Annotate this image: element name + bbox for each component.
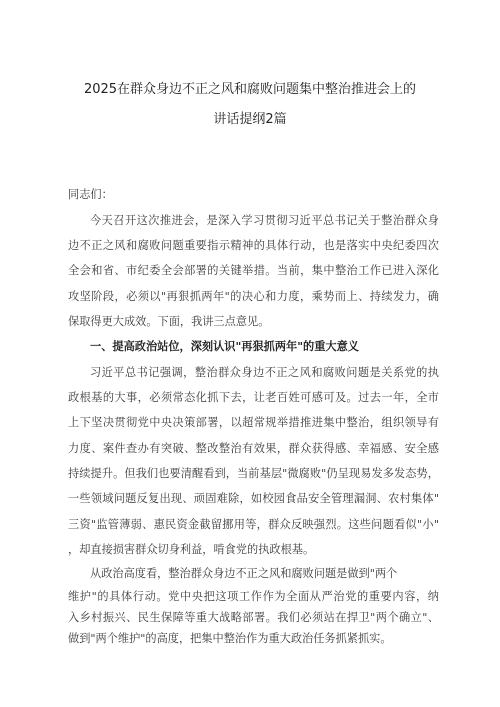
- paragraph-2-line: 上下坚决贯彻党中央决策部署，以超常规举措推进集中整治，组织领导有: [68, 416, 439, 429]
- paragraph-3-line: 做到"两个维护"的高度，把集中整治作为重大政治任务抓紧抓实。: [68, 632, 392, 645]
- paragraph-2-line: 力度、案件查办有突破、整改整治有效果，群众获得感、幸福感、安全感: [68, 442, 439, 455]
- paragraph-3-line: 从政治高度看，整治群众身边不正之风和腐败问题是做到"两个: [90, 567, 398, 580]
- paragraph-1-line: 全会和省、市纪委全会部署的关键举措。当前，集中整治工作已进入深化: [68, 264, 439, 277]
- paragraph-1-line: 攻坚阶段，必须以"再狠抓两年"的决心和力度，乘势而上、持续发力，确: [68, 290, 439, 303]
- document-title-line-1: 2025在群众身边不正之风和腐败问题集中整治推进会上的: [83, 82, 417, 97]
- paragraph-1-line: 今天召开这次推进会，是深入学习贯彻习近平总书记关于整治群众身: [90, 214, 439, 227]
- salutation: 同志们：: [68, 188, 113, 201]
- document-title-line-2: 讲话提纲2篇: [213, 112, 287, 127]
- paragraph-1-line: 边不正之风和腐败问题重要指示精神的具体行动，也是落实中央纪委四次: [68, 239, 439, 252]
- paragraph-2-line: 持续提升。但我们也要清醒看到，当前基层"微腐败"仍呈现易发多发态势，: [68, 467, 439, 480]
- paragraph-2-line: ，却直接损害群众切身利益，啃食党的执政根基。: [68, 543, 315, 556]
- paragraph-3-line: 维护"的具体行动。党中央把这项工作作为全面从严治党的重要内容，纳: [68, 590, 439, 603]
- paragraph-3-line: 入乡村振兴、民生保障等重大战略部署。我们必须站在捍卫"两个确立"、: [68, 611, 439, 624]
- paragraph-2-line: 一些领域问题反复出现、顽固难除，如校园食品安全管理漏洞、农村集体": [68, 492, 439, 505]
- paragraph-2-line: 三资"监管薄弱、惠民资金截留挪用等，群众反映强烈。这些问题看似"小": [68, 518, 439, 531]
- paragraph-1-line: 保取得更大成效。下面，我讲三点意见。: [68, 315, 270, 328]
- paragraph-2-line: 政根基的大事，必须常态化抓下去，让老百姓可感可及。过去一年，全市: [68, 391, 439, 404]
- section-1-heading: 一、提高政治站位，深刻认识"再狠抓两年"的重大意义: [90, 339, 359, 353]
- paragraph-2-line: 习近平总书记强调，整治群众身边不正之风和腐败问题是关系党的执: [90, 366, 439, 379]
